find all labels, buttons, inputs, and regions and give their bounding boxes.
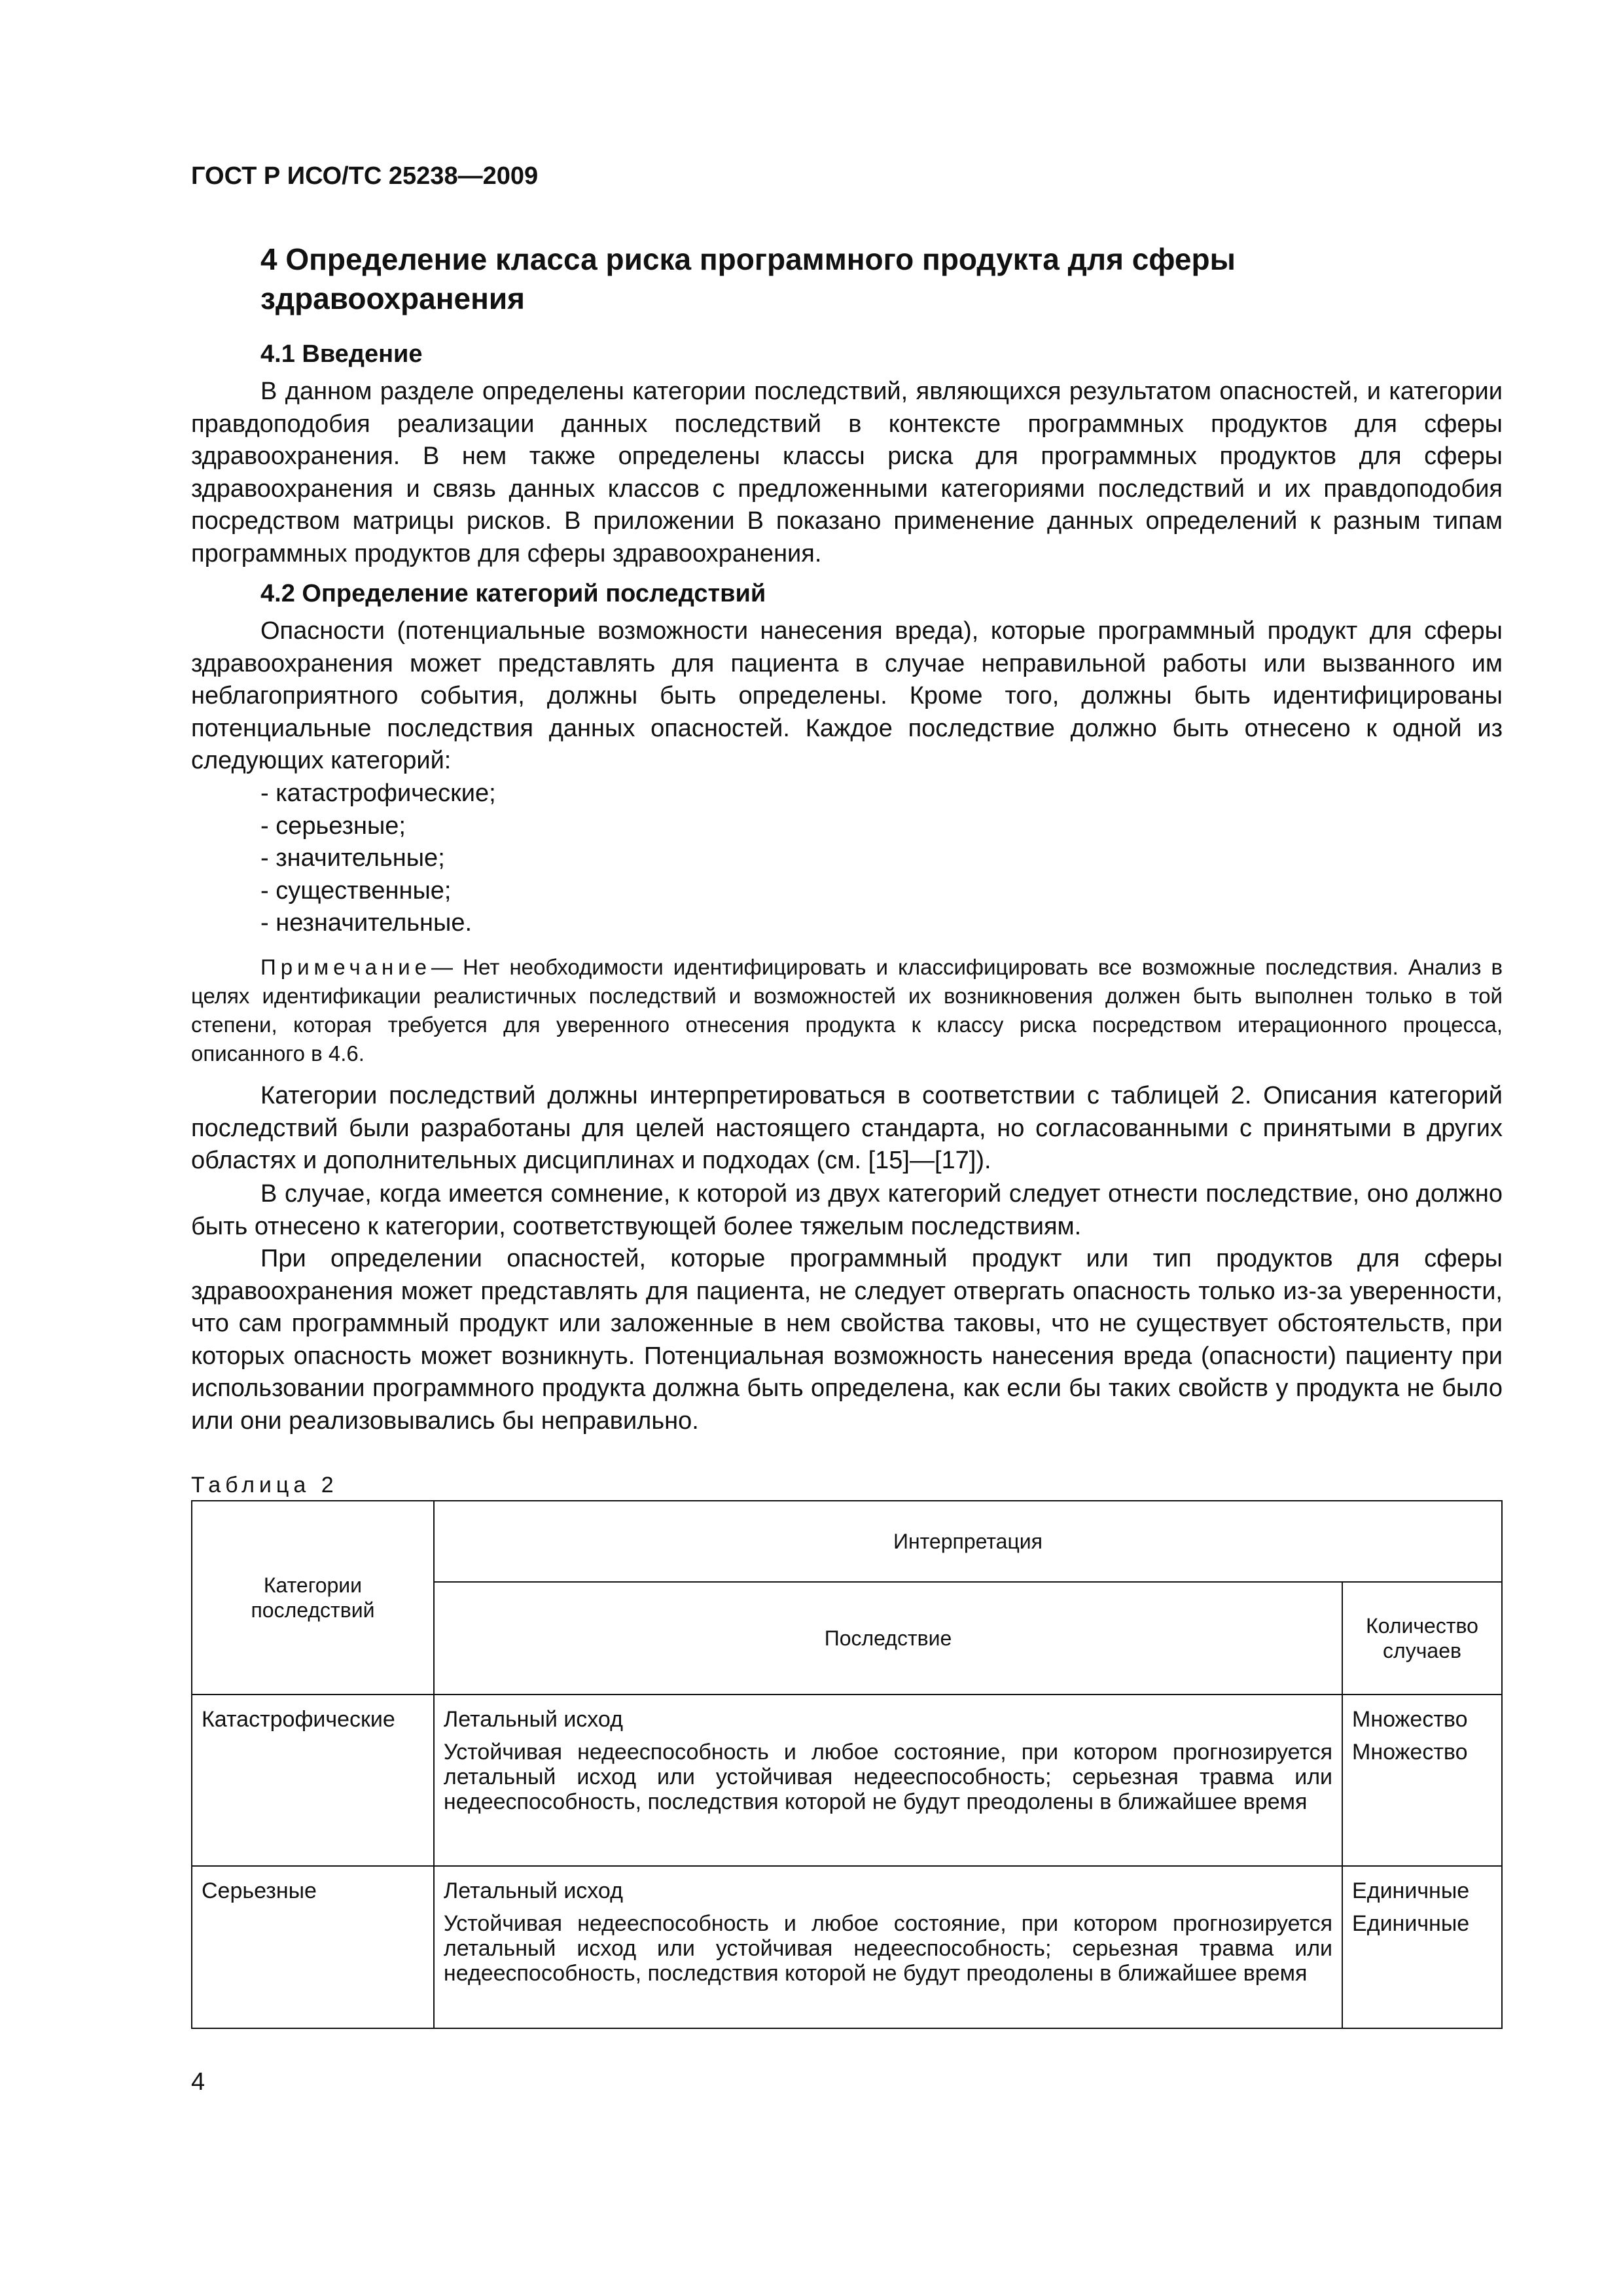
- table-row: [192, 1866, 1502, 2028]
- consequence-item: Летальный исход: [443, 1707, 623, 1732]
- note-label: Примечание: [260, 955, 432, 979]
- note-text: — Нет необходимости идентифицировать и классифицировать все возможные последствия. Анализ в целях идентификации реалистичных последствий и возможностей их возникновения должен быть выполнен только в той степени, которая требуется для уверенного отнесения продукта к классу риска посредством итерационного процесса, описанного в 4.6.: [191, 955, 1503, 1066]
- list-item: - незначительные.: [260, 909, 473, 937]
- row-counts: [1342, 1866, 1502, 2028]
- header-interpretation: Интерпретация: [434, 1501, 1502, 1582]
- row-counts: [1342, 1695, 1502, 1866]
- row-consequences: [434, 1866, 1342, 2028]
- header-consequence: Последствие: [434, 1582, 1342, 1695]
- note-block: [191, 953, 1503, 1068]
- consequence-item: Устойчивая недееспособность и любое состояние, при котором прогнозируется летальный исход или устойчивая недееспособность; серьезная травма или недееспособность, последствия которой не будут преодолены в ближайшее время: [443, 1911, 1333, 1986]
- consequence-item: Устойчивая недееспособность и любое состояние, при котором прогнозируется летальный исход или устойчивая недееспособность; серьезная травма или недееспособность, последствия которой не будут преодолены в ближайшее время: [443, 1740, 1333, 1814]
- list-item: - существенные;: [260, 876, 452, 905]
- hazards-text: При определении опасностей, которые программный продукт или тип продуктов для сферы здравоохранения может представлять для пациента, не следует отвергать опасность только из-за уверенности, что сам программный продукт или заложенные в нем свойства таковы, что не существует обстоятельств, при которых опасность может возникнуть. Потенциальная возможность нанесения вреда (опасности) пациенту при использовании программного продукта должна быть определена, как если бы таких свойств у продукта не было или они реализовывались бы неправильно.: [191, 1245, 1503, 1435]
- consequences-text: Опасности (потенциальные возможности нанесения вреда), которые программный продукт для сферы здравоохранения может представлять для пациента в случае неправильной работы или вызванного им неблагоприятного события, должны быть определены. Кроме того, должны быть идентифицированы потенциальные последствия данных опасностей. Каждое последствие должно быть отнесено к одной из следующих категорий:: [191, 617, 1503, 774]
- list-item: - значительные;: [260, 844, 445, 872]
- document-code: ГОСТ Р ИСО/ТС 25238—2009: [191, 162, 539, 190]
- table-row: [192, 1695, 1502, 1866]
- row-category: Катастрофические: [192, 1695, 434, 1866]
- section-title: [260, 240, 1438, 318]
- interpretation-text: Категории последствий должны интерпретироваться в соответствии с таблицей 2. Описания категорий последствий были разработаны для целей настоящего стандарта, но согласованными с принятыми в других областях и дополнительных дисциплинах и подходах (см. [15]—[17]).: [191, 1082, 1503, 1174]
- count-item: Единичные: [1352, 1878, 1470, 1903]
- consequences-paragraph: [191, 615, 1503, 778]
- section-title-line-1: 4 Определение класса риска программного продукта для сферы: [260, 242, 1236, 276]
- count-item: Множество: [1352, 1740, 1468, 1765]
- category-list: [260, 778, 496, 940]
- row-consequences: [434, 1695, 1342, 1866]
- table-header-row: [192, 1501, 1502, 1582]
- count-item: Множество: [1352, 1707, 1468, 1732]
- row-category: Серьезные: [192, 1866, 434, 2028]
- intro-text: В данном разделе определены категории последствий, являющихся результатом опасностей, и категории правдоподобия реализации данных последствий в контексте программных продуктов для сферы здравоохранения. В нем также определены классы риска для программных продуктов для сферы здравоохранения и связь данных классов с предложенными категориями последствий и их правдоподобия посредством матрицы рисков. В приложении В показано применение данных определений к разным типам программных продуктов для сферы здравоохранения.: [191, 378, 1503, 567]
- count-item: Единичные: [1352, 1911, 1470, 1936]
- list-item: - катастрофические;: [260, 780, 496, 807]
- header-category: Категории последствий: [192, 1501, 434, 1695]
- consequence-table: [191, 1500, 1503, 2029]
- subsection-4-2-title: 4.2 Определение категорий последствий: [260, 580, 766, 607]
- hazards-paragraph: [191, 1243, 1503, 1437]
- interpretation-paragraph: [191, 1080, 1503, 1177]
- page-number: 4: [191, 2068, 205, 2096]
- header-count: Количество случаев: [1342, 1582, 1502, 1695]
- section-title-line-2: здравоохранения: [260, 281, 526, 315]
- intro-paragraph: [191, 376, 1503, 570]
- table-caption: Таблица 2: [191, 1473, 338, 1498]
- doubt-paragraph: [191, 1178, 1503, 1243]
- list-item: - серьезные;: [260, 812, 406, 840]
- doubt-text: В случае, когда имеется сомнение, к которой из двух категорий следует отнести последствие, оно должно быть отнесено к категории, соответствующей более тяжелым последствиям.: [191, 1180, 1503, 1240]
- subsection-4-1-title: 4.1 Введение: [260, 340, 423, 368]
- consequence-item: Летальный исход: [443, 1878, 623, 1903]
